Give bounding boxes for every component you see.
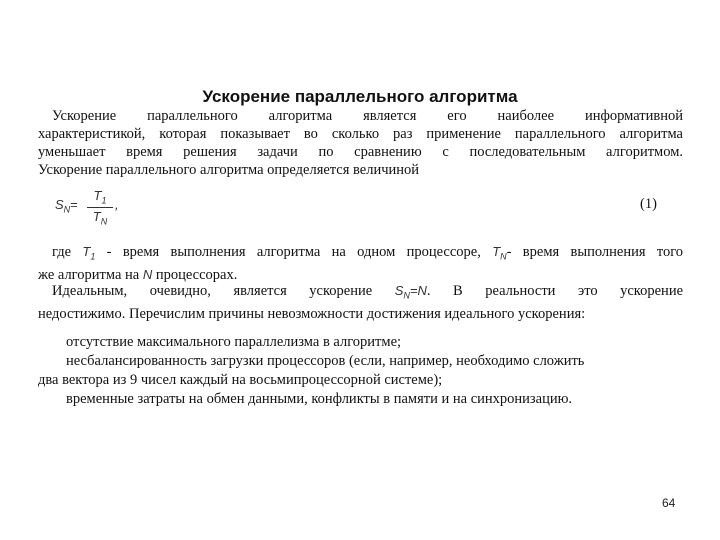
formula-fraction xyxy=(87,188,113,226)
slide-title: Ускорение параллельного алгоритма xyxy=(202,87,518,106)
reason-item-2-cont: два вектора из 9 чисел каждый на восьмипроцессорной системе); xyxy=(38,372,443,388)
tn-symbol: $T_N$ xyxy=(492,244,507,262)
where-paragraph xyxy=(38,243,683,284)
intro-line-1: Ускорение параллельного алгоритма является его наиболее информативной xyxy=(52,108,683,124)
n-symbol: N xyxy=(142,266,153,282)
intro-line-2: характеристикой, которая показывает во сколько раз применение параллельного алгоритма xyxy=(38,126,683,142)
sn-symbol: $S_N=N$ xyxy=(394,283,427,301)
ideal-paragraph xyxy=(38,282,683,323)
ideal-line-1: Идеальным, очевидно, является ускорение $S_N=N$. В реальности это ускорение xyxy=(52,283,684,301)
speedup-formula xyxy=(55,188,175,227)
ideal-line-2: недостижимо. Перечислим причины невозможности достижения идеального ускорения: xyxy=(38,305,586,322)
formula-lhs: $S_N=$ xyxy=(55,197,78,215)
reason-item-1: отсутствие максимального параллелизма в алгоритме; xyxy=(66,334,402,350)
where-line-1: где $T_1$ - время выполнения алгоритма на одном процессоре, $T_N-$ время выполнения того xyxy=(52,244,684,262)
reasons-list xyxy=(38,333,683,409)
intro-paragraph xyxy=(38,107,683,179)
reason-item-2: несбалансированность загрузки процессоров (если, например, необходимо сложить xyxy=(66,353,585,369)
equation-number: (1) xyxy=(640,196,657,212)
where-line-2: же алгоритма на N процессорах. xyxy=(38,266,238,283)
intro-line-3: уменьшает время решения задачи по сравнению с последовательным алгоритмом. xyxy=(38,144,683,160)
formula-numerator: $T_1$ xyxy=(87,188,113,208)
page-number: 64 xyxy=(662,496,676,510)
formula-denominator: $T_N$ xyxy=(92,208,108,227)
intro-line-4: Ускорение параллельного алгоритма определяется величиной xyxy=(38,162,420,178)
t1-symbol: $T_1$ xyxy=(82,244,96,262)
formula-punctuation: , xyxy=(115,197,119,212)
reason-item-3: временные затраты на обмен данными, конфликты в памяти и на синхронизацию. xyxy=(66,391,573,407)
